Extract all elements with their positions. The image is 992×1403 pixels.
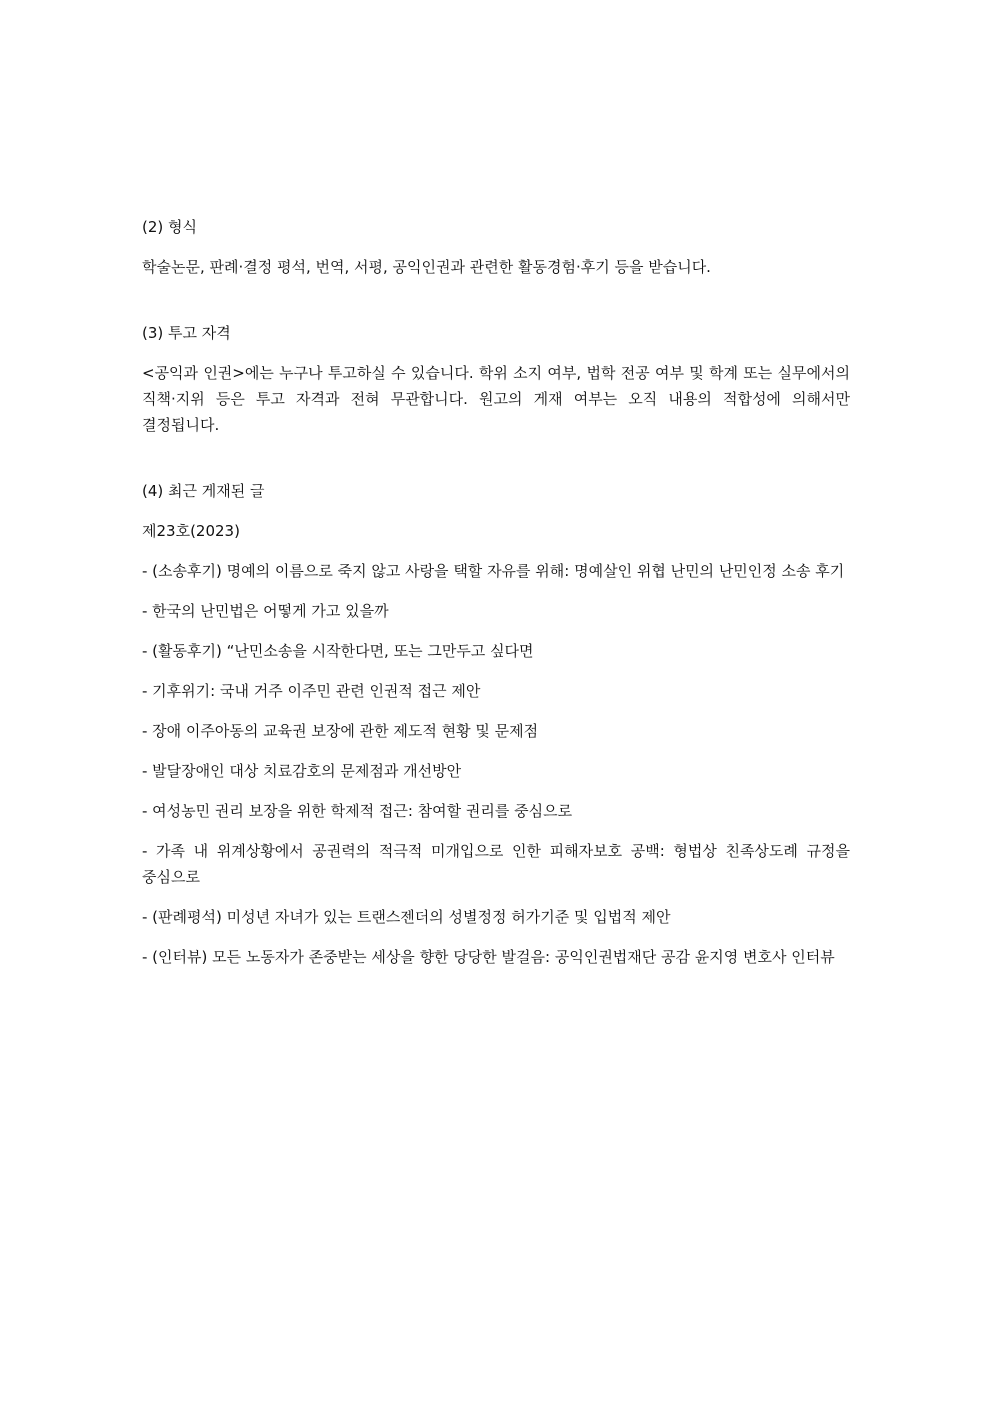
list-item: - 한국의 난민법은 어떻게 가고 있을까 (142, 602, 389, 620)
section-4-heading: (4) 최근 게재된 글 (142, 482, 265, 500)
list-item: - 기후위기: 국내 거주 이주민 관련 인권적 접근 제안 (142, 682, 481, 700)
section-3-body: <공익과 인권>에는 누구나 투고하실 수 있습니다. 학위 소지 여부, 법학 전공 여부 및 학계 또는 실무에서의 직책·지위 등은 투고 자격과 전혀 무관합니다. 원고의 게재 여부는 오직 내용의 적합성에 의해서만 결정됩니다. (142, 364, 850, 434)
list-item: - (판례평석) 미성년 자녀가 있는 트랜스젠더의 성별정정 허가기준 및 입법적 제안 (142, 908, 671, 926)
document-content (142, 214, 850, 970)
list-item: - (소송후기) 명예의 이름으로 죽지 않고 사랑을 택할 자유를 위해: 명예살인 위협 난민의 난민인정 소송 후기 (142, 562, 845, 580)
section-2-body: 학술논문, 판례·결정 평석, 번역, 서평, 공익인권과 관련한 활동경험·후기 등을 받습니다. (142, 258, 711, 276)
list-item: - 가족 내 위계상황에서 공권력의 적극적 미개입으로 인한 피해자보호 공백: 형법상 친족상도례 규정을 중심으로 (142, 842, 850, 886)
section-3-heading: (3) 투고 자격 (142, 324, 231, 342)
list-item: - 발달장애인 대상 치료감호의 문제점과 개선방안 (142, 762, 462, 780)
list-item: - (활동후기) “난민소송을 시작한다면, 또는 그만두고 싶다면 (142, 642, 534, 660)
list-item: - 장애 이주아동의 교육권 보장에 관한 제도적 현황 및 문제점 (142, 722, 539, 740)
recent-articles-list (142, 558, 850, 970)
section-2-heading: (2) 형식 (142, 218, 197, 236)
list-item: - 여성농민 권리 보장을 위한 학제적 접근: 참여할 권리를 중심으로 (142, 802, 573, 820)
issue-label: 제23호(2023) (142, 522, 240, 540)
list-item: - (인터뷰) 모든 노동자가 존중받는 세상을 향한 당당한 발걸음: 공익인권법재단 공감 윤지영 변호사 인터뷰 (142, 948, 835, 966)
